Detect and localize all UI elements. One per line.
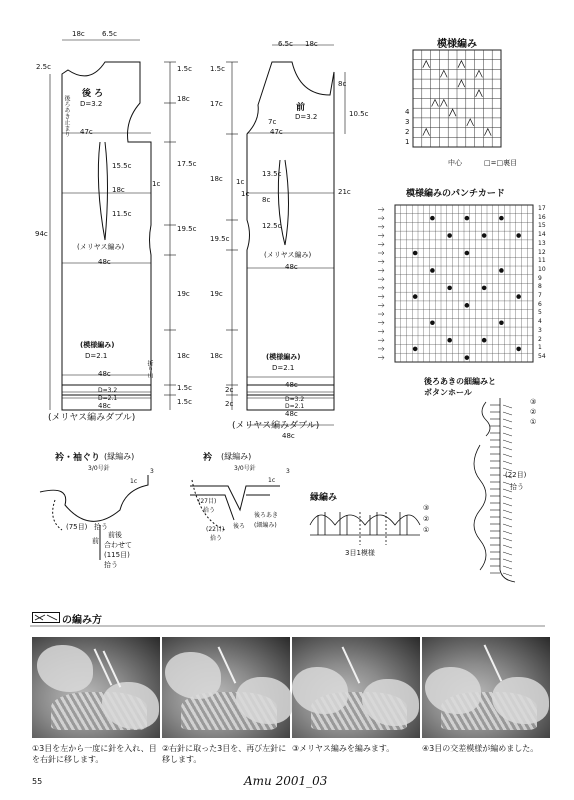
back-opening-title-1: 後ろあきの細編みと <box>424 377 496 386</box>
magazine-credit: Amu 2001_03 <box>244 774 328 788</box>
collar-sleeve-front-back: 前後 <box>108 531 122 539</box>
punch-hole <box>465 303 470 308</box>
collar-sleeve-75: (75目) <box>66 523 88 531</box>
collar-pick-a: 拾う <box>203 507 216 514</box>
collar-3: 3 <box>286 468 290 475</box>
pattern-symbol <box>423 61 430 68</box>
punch-row-number: 15 <box>538 222 546 230</box>
punch-row-number: 17 <box>538 205 546 212</box>
front-left-dim-1: 1.5c <box>210 65 225 73</box>
crochet-stitch <box>503 412 512 415</box>
howto-heading: の編み方 <box>62 615 102 626</box>
step-photo-3 <box>292 637 420 738</box>
collar-sleeve-together: 合わせて <box>104 541 132 549</box>
punch-hole <box>499 216 504 221</box>
punch-row-number: 10 <box>538 265 546 273</box>
punch-arrow <box>378 207 384 211</box>
front-center-fill: (メリヤス編み) <box>264 251 312 259</box>
collar-edge: (細編み) <box>254 522 277 529</box>
crochet-stitch <box>503 454 512 457</box>
punch-hole <box>465 251 470 256</box>
punch-row-number: 3 <box>538 326 542 334</box>
punch-hole <box>413 251 418 256</box>
back-height-total: 94c <box>35 230 48 238</box>
punch-arrow <box>378 234 384 238</box>
collar-sleeve-1c: 1c <box>130 478 138 485</box>
back-lower-fill: (模様編み) <box>80 341 115 349</box>
front-dim-7c: 7c <box>268 118 277 126</box>
back-right-dim-1: 1.5c <box>177 65 192 73</box>
punch-hole <box>447 233 452 238</box>
punch-row-number: 4 <box>538 318 542 326</box>
collar-sleeve-front: 前 <box>92 537 99 545</box>
back-opening-crochet <box>474 398 515 582</box>
crochet-stitch <box>503 496 512 499</box>
back-dart-dim-1: 15.5c <box>112 162 132 170</box>
punch-hole <box>499 268 504 273</box>
punch-arrow <box>378 251 384 255</box>
pattern-row-3: 3 <box>405 118 410 126</box>
collar-back: 後ろ <box>233 523 246 530</box>
back-center-fill: (メリヤス編み) <box>77 243 125 251</box>
back-right-dim-7: 1.5c <box>177 384 192 392</box>
front-dim-1c: 1c <box>241 190 250 198</box>
punch-row-number: 12 <box>538 248 546 256</box>
punch-row-number: 54 <box>538 352 546 360</box>
pattern-chart-cells <box>413 50 501 147</box>
collar-sleeve-title: 衿・袖ぐり <box>55 453 101 463</box>
crochet-stitch <box>503 538 512 541</box>
front-left-dim-9: 2c <box>225 400 234 408</box>
back-width-47: 47c <box>80 128 93 136</box>
front-left-dim-2: 17c <box>210 100 223 108</box>
back-opening-row-1: ① <box>530 418 537 426</box>
punch-row-number: 13 <box>538 239 546 247</box>
punch-hole <box>447 286 452 291</box>
punch-hole <box>516 294 521 299</box>
front-dart-dim-1: 13.5c <box>262 170 282 178</box>
punch-hole <box>465 355 470 360</box>
punch-hole <box>516 347 521 352</box>
collar-sleeve-pick-up-2: 拾う <box>104 561 118 569</box>
back-width-48b: 48c <box>98 370 111 378</box>
back-opening-row-2: ② <box>530 408 537 416</box>
punch-arrow <box>378 321 384 325</box>
back-fold-label: 折り山 <box>146 360 153 378</box>
step-photo-4 <box>422 637 550 738</box>
front-width-48b: 48c <box>285 381 298 389</box>
front-width-top: 18c <box>305 40 318 48</box>
front-dim-10-5: 10.5c <box>349 110 369 118</box>
punch-arrow <box>378 338 384 342</box>
punch-row-number: 14 <box>538 231 546 239</box>
stitch-symbol-box <box>32 612 60 623</box>
punch-hole <box>413 347 418 352</box>
back-opening-stitch-count: (22目) <box>505 471 527 479</box>
crochet-stitch <box>503 552 512 555</box>
punch-row-number: 2 <box>538 335 542 343</box>
pattern-symbol <box>423 129 430 136</box>
step-caption-1: ①3目を左から一度に針を入れ、目を右針に移します。 <box>32 744 157 764</box>
collar-1c: 1c <box>268 477 276 484</box>
back-d32: D=3.2 <box>98 387 118 394</box>
collar-subtitle: (縁編み) <box>221 452 252 461</box>
pattern-symbol <box>484 129 491 136</box>
collar-sleeve-subtitle: (縁編み) <box>104 452 135 461</box>
punch-hole <box>413 294 418 299</box>
crochet-stitch <box>503 566 512 569</box>
punch-arrow <box>378 329 384 333</box>
crochet-stitch <box>503 524 512 527</box>
edging-row-2: ② <box>423 515 430 523</box>
pattern-symbol <box>476 70 483 77</box>
back-bottom-label: (メリヤス編みダブル) <box>48 413 136 423</box>
back-d21: D=2.1 <box>98 395 118 402</box>
back-opening-label: 後ろあき止まり <box>63 95 70 137</box>
front-left-dim-4: 18c <box>210 175 223 183</box>
collar-sleeve-pick-up: 拾う <box>94 523 108 531</box>
pattern-symbol <box>440 70 447 77</box>
punch-arrow <box>378 242 384 246</box>
collar-27: (27目) <box>198 498 217 505</box>
pattern-symbol <box>476 90 483 97</box>
collar-back-open: 後ろあき <box>254 512 279 519</box>
punch-arrow <box>378 260 384 264</box>
crochet-stitch <box>503 517 512 520</box>
pattern-symbol <box>432 100 439 107</box>
punch-row-number: 9 <box>538 274 542 282</box>
back-shoulder-top: 6.5c <box>102 30 117 38</box>
front-shoulder-top: 6.5c <box>278 40 293 48</box>
back-right-dim-2: 18c <box>177 95 190 103</box>
back-right-dim-5: 19c <box>177 290 190 298</box>
back-dart-dim-2: 18c <box>112 186 125 194</box>
front-dart-dim-2: 8c <box>262 196 271 204</box>
step-caption-2: ②右針に取った3目を、再び左針に移します。 <box>162 744 287 764</box>
front-dim-8c: 8c <box>338 80 347 88</box>
punch-arrow <box>378 312 384 316</box>
stitch-symbol-icon <box>33 613 59 622</box>
crochet-stitch <box>503 426 512 429</box>
back-opening-pick-up: 拾う <box>510 483 524 491</box>
punch-arrow <box>378 216 384 220</box>
front-width-47: 47c <box>270 128 283 136</box>
front-left-dim-5: 19.5c <box>210 235 230 243</box>
crochet-stitch <box>503 419 512 422</box>
punch-arrow <box>378 295 384 299</box>
punch-arrow <box>378 225 384 229</box>
front-bottom-width: 48c <box>282 432 295 440</box>
front-left-dim-8: 2c <box>225 386 234 394</box>
front-left-dim-7: 18c <box>210 352 223 360</box>
back-dart-1c: 1c <box>152 180 161 188</box>
punch-hole <box>465 216 470 221</box>
step-photo-2 <box>162 637 290 738</box>
collar-sleeve-needle: 3/0号針 <box>88 465 110 472</box>
front-lower-fill: (模様編み) <box>266 353 301 361</box>
punch-hole <box>430 216 435 221</box>
page-number: 55 <box>32 777 43 786</box>
back-width-top: 18c <box>72 30 85 38</box>
back-right-dim-4: 19.5c <box>177 225 197 233</box>
edging-title: 縁編み <box>310 493 338 503</box>
pattern-symbol <box>458 80 465 87</box>
edging-repeat: 3目1模様 <box>345 549 375 557</box>
step-photo-1 <box>32 637 160 738</box>
front-dart-dim-3: 12.5c <box>262 222 282 230</box>
punch-row-number: 5 <box>538 309 542 317</box>
pattern-symbol <box>458 61 465 68</box>
front-dim-21c: 21c <box>338 188 351 196</box>
pattern-row-4: 4 <box>405 108 410 116</box>
collar-sleeve-115: (115目) <box>104 551 130 559</box>
front-title: 前 <box>296 103 306 113</box>
crochet-stitch <box>503 405 512 408</box>
back-dart-dim-3: 11.5c <box>112 210 132 218</box>
back-dim-top-left: 2.5c <box>36 63 51 71</box>
punch-row-number: 8 <box>538 283 542 291</box>
front-gauge-lower: D=2.1 <box>272 364 295 372</box>
edging-chart <box>310 512 420 545</box>
back-right-dim-8: 1.5c <box>177 398 192 406</box>
punch-hole <box>447 338 452 343</box>
punch-arrow <box>378 303 384 307</box>
collar-sleeve-3: 3 <box>150 468 154 475</box>
punch-hole <box>482 233 487 238</box>
punch-card-row-numbers <box>538 205 546 362</box>
punch-arrow <box>378 277 384 281</box>
collar-pick-b: 拾う <box>210 535 223 542</box>
punch-hole <box>499 320 504 325</box>
back-opening-row-3: ③ <box>530 398 537 406</box>
front-d32: D=3.2 <box>285 396 305 403</box>
punch-row-number: 16 <box>538 213 546 221</box>
front-left-dim-3: 1c <box>236 178 245 186</box>
punch-card-title: 模様編みのパンチカード <box>406 189 505 199</box>
front-width-48a: 48c <box>285 263 298 271</box>
crochet-stitch <box>503 531 512 534</box>
pattern-symbol <box>440 100 447 107</box>
crochet-stitch <box>503 503 512 506</box>
crochet-stitch <box>503 573 512 576</box>
crochet-stitch <box>503 447 512 450</box>
front-width-48c: 48c <box>285 410 298 418</box>
pattern-symbol <box>449 109 456 116</box>
collar-needle: 3/0号針 <box>234 465 256 472</box>
step-caption-3: ③メリヤス編みを編みます。 <box>292 744 395 753</box>
punch-arrow <box>378 268 384 272</box>
punch-row-number: 6 <box>538 300 542 308</box>
front-d21: D=2.1 <box>285 403 305 410</box>
front-gauge-top: D=3.2 <box>295 113 318 121</box>
punch-card-grid <box>395 205 533 362</box>
pattern-chart-title: 模様編み <box>437 39 477 50</box>
punch-hole <box>430 268 435 273</box>
crochet-stitch <box>503 433 512 436</box>
punch-hole <box>516 233 521 238</box>
punch-arrow <box>378 356 384 360</box>
punch-card-holes <box>378 207 521 360</box>
front-bottom-label: (メリヤス編みダブル) <box>232 421 320 431</box>
pattern-row-2: 2 <box>405 128 410 136</box>
step-caption-4: ④3目の交差模様が編めました。 <box>422 744 539 753</box>
pattern-row-1: 1 <box>405 138 410 146</box>
edging-row-3: ③ <box>423 504 430 512</box>
pattern-center-label: 中心 <box>448 159 462 167</box>
punch-hole <box>482 286 487 291</box>
crochet-stitch <box>503 440 512 443</box>
back-width-48a: 48c <box>98 258 111 266</box>
collar-22: (22目) <box>206 526 225 533</box>
back-width-48c: 48c <box>98 402 111 410</box>
crochet-stitch <box>503 510 512 513</box>
crochet-stitch <box>503 559 512 562</box>
front-left-dim-6: 19c <box>210 290 223 298</box>
crochet-stitch <box>503 461 512 464</box>
back-right-dim-3: 17.5c <box>177 160 197 168</box>
punch-row-number: 7 <box>538 292 542 300</box>
back-opening-stitches <box>490 405 512 576</box>
punch-hole <box>430 320 435 325</box>
punch-row-number: 11 <box>538 257 546 265</box>
punch-arrow <box>378 286 384 290</box>
punch-row-number: 1 <box>538 344 542 352</box>
back-gauge-lower: D=2.1 <box>85 352 108 360</box>
crochet-stitch <box>503 545 512 548</box>
punch-hole <box>482 338 487 343</box>
pattern-symbol <box>467 119 474 126</box>
back-opening-title-2: ボタンホール <box>424 388 472 397</box>
edging-row-1: ① <box>423 526 430 534</box>
back-right-dim-6: 18c <box>177 352 190 360</box>
collar-title: 衿 <box>203 453 213 463</box>
punch-arrow <box>378 347 384 351</box>
pattern-legend: □=□裏目 <box>484 159 518 167</box>
back-gauge-top: D=3.2 <box>80 100 103 108</box>
back-title: 後 ろ <box>82 89 104 99</box>
